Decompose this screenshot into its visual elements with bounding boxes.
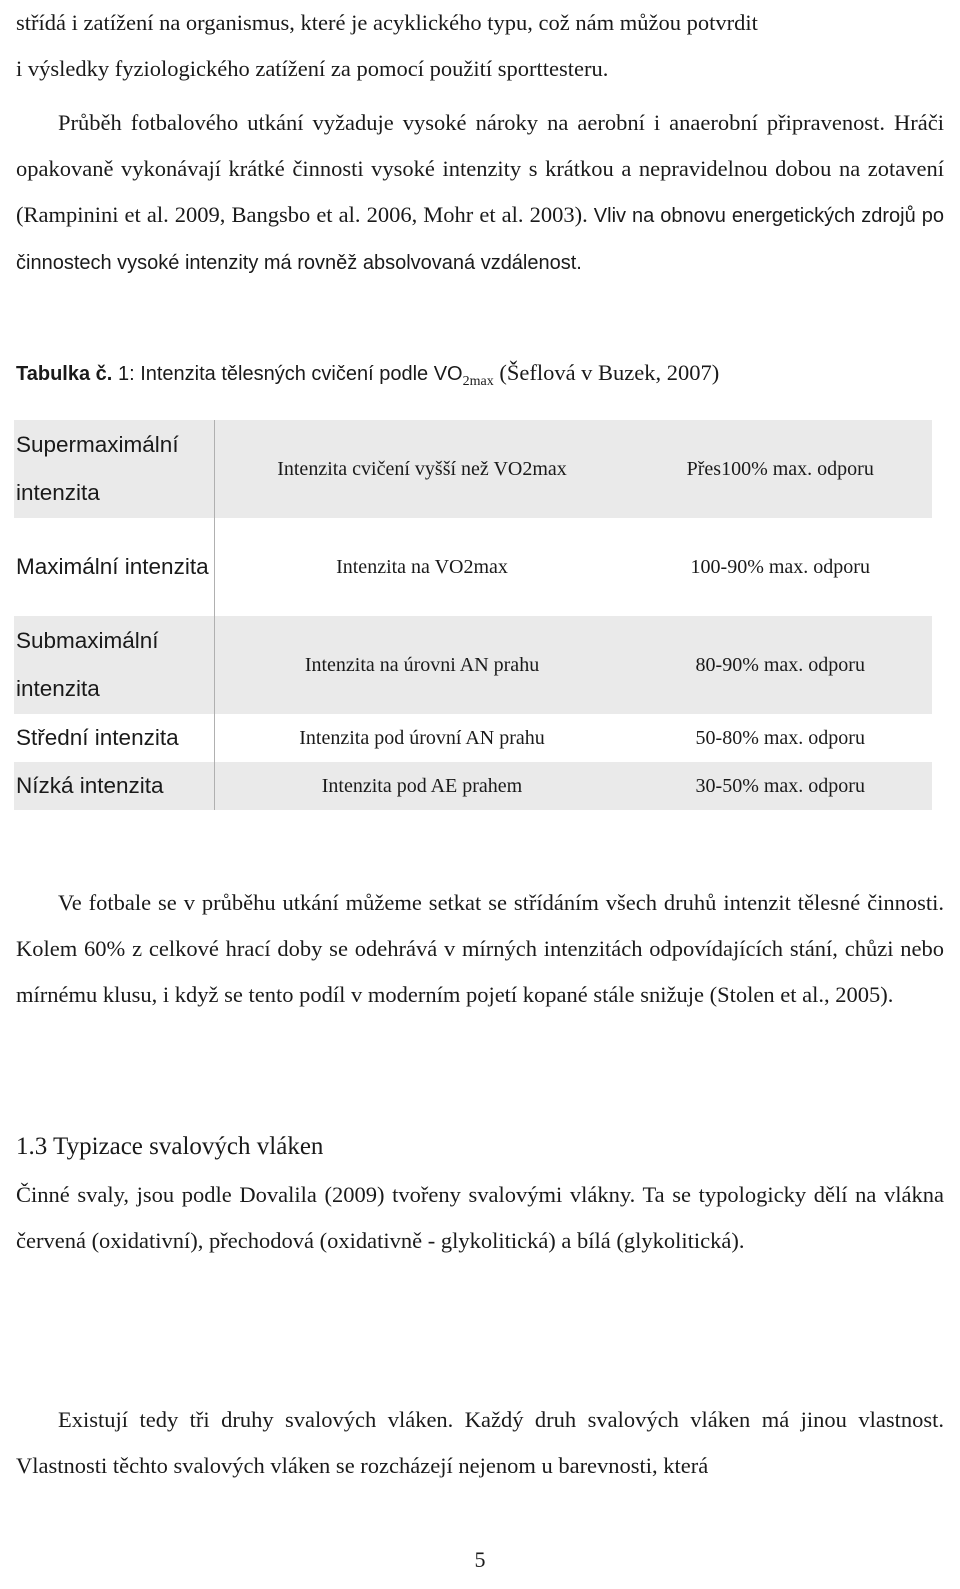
table-caption-label: Tabulka č.: [16, 363, 113, 385]
section-heading: 1.3 Typizace svalových vláken: [16, 1133, 324, 1160]
paragraph-match-demands: [16, 100, 944, 287]
intensity-level-cell: Maximální intenzita: [14, 518, 215, 616]
intensity-description-cell: Intenzita cvičení vyšší než VO2max: [215, 420, 630, 518]
paragraph-continuation: [16, 0, 944, 92]
intensity-level-cell: Submaximální intenzita: [14, 616, 215, 714]
paragraph-text: Činné svaly, jsou podle Dovalila (2009) tvořeny svalovými vlákny. Ta se typologicky dělí na vlákna červená (oxidativní), přechodová (oxidativně - glykolitická) a bílá (glykolitická).: [16, 1182, 944, 1253]
page-number: 5: [474, 1547, 486, 1572]
table-row: [14, 762, 932, 810]
paragraph-text-serif: Průběh fotbalového utkání vyžaduje vysoké nároky na aerobní i anaerobní připravenost. Hráči opakovaně vykonávají krátké činnosti vysoké intenzity s krátkou a nepravidelnou dobou na zotavení (Rampinini et al. 2009, Bangsbo et al. 2006, Mohr et al. 2003).: [16, 110, 944, 227]
paragraph-line: střídá i zatížení na organismus, které je acyklického typu, což nám můžou potvrdit: [16, 10, 758, 35]
intensity-table: [14, 420, 932, 810]
intensity-level-cell: Nízká intenzita: [14, 762, 215, 810]
intensity-percent-cell: 30-50% max. odporu: [629, 762, 932, 810]
table-caption: [16, 350, 944, 404]
paragraph-line: i výsledky fyziologického zatížení za pomocí použití sporttesteru.: [16, 55, 609, 81]
table-row: [14, 420, 932, 518]
paragraph-muscles: [16, 1172, 944, 1264]
paragraph-fibers: [16, 1397, 944, 1489]
table-row: [14, 616, 932, 714]
intensity-description-cell: Intenzita na úrovni AN prahu: [215, 616, 630, 714]
table-caption-source: (Šeflová v Buzek, 2007): [493, 360, 720, 385]
table-row: [14, 518, 932, 616]
paragraph-football: [16, 880, 944, 1017]
table-caption-text: 1: Intenzita tělesných cvičení podle VO: [117, 363, 463, 385]
paragraph-text: Existují tedy tři druhy svalových vláken. Každý druh svalových vláken má jinou vlastnost. Vlastnosti těchto svalových vláken se rozcházejí nejenom u barevnosti, která: [16, 1407, 944, 1478]
paragraph-text: Ve fotbale se v průběhu utkání můžeme setkat se střídáním všech druhů intenzit tělesné činnosti. Kolem 60% z celkové hrací doby se odehrává v mírných intenzitách odpovídajících stání, chůzi nebo mírnému klusu, i když se tento podíl v moderním pojetí kopané stále snižuje (Stolen et al., 2005).: [16, 890, 944, 1007]
table-row: [14, 714, 932, 762]
intensity-level-cell: Supermaximální intenzita: [14, 420, 215, 518]
table-caption-subscript: 2max: [462, 374, 494, 389]
intensity-percent-cell: 80-90% max. odporu: [629, 616, 932, 714]
intensity-description-cell: Intenzita pod AE prahem: [215, 762, 630, 810]
intensity-description-cell: Intenzita na VO2max: [336, 555, 508, 578]
intensity-percent-cell: 50-80% max. odporu: [695, 726, 865, 749]
intensity-level-cell: Střední intenzita: [14, 714, 215, 762]
intensity-description-cell: Intenzita pod úrovní AN prahu: [299, 726, 545, 749]
intensity-percent-cell: 100-90% max. odporu: [690, 555, 870, 578]
paragraph-text-sans: Vliv na obnovu energetických zdrojů po činnostech vysoké intenzity má rovněž absolvovaná vzdálenost.: [16, 204, 944, 275]
intensity-percent-cell: Přes100% max. odporu: [629, 420, 932, 518]
